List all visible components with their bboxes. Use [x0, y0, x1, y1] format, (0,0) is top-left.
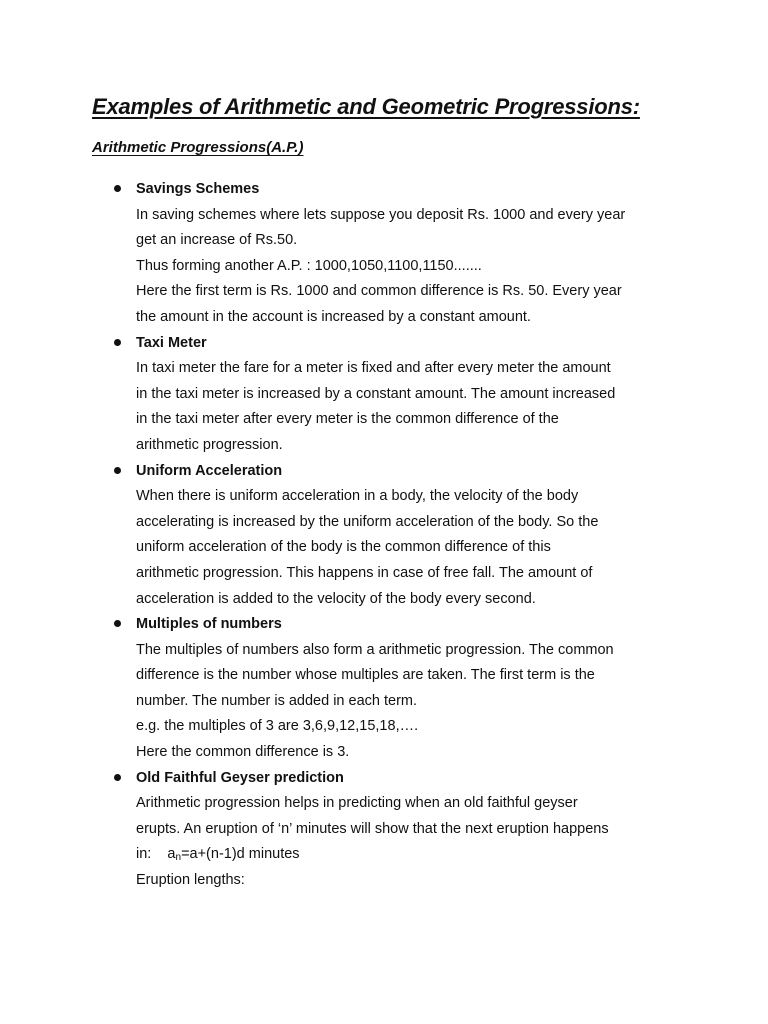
formula-line [136, 842, 768, 868]
item-heading: Savings Schemes [136, 181, 260, 197]
item-text-line: In taxi meter the fare for a meter is fixed and after every meter the amount [136, 360, 611, 377]
item-text-line: erupts. An eruption of ‘n’ minutes will show that the next eruption happens [136, 820, 609, 837]
item-text-line: uniform acceleration of the body is the common difference of this [136, 539, 551, 556]
item-heading: Taxi Meter [136, 334, 207, 351]
bullet-icon [114, 185, 121, 192]
item-text-line: get an increase of Rs.50. [136, 232, 298, 249]
document-title: Examples of Arithmetic and Geometric Progressions: [92, 94, 640, 119]
item-text-line: The multiples of numbers also form a arithmetic progression. The common [136, 641, 614, 658]
item-text-line: in the taxi meter after every meter is the common difference of the [136, 411, 559, 428]
item-text-line: When there is uniform acceleration in a body, the velocity of the body [136, 488, 579, 505]
bullet-icon [114, 467, 121, 474]
list-item-old-faithful-geyser [0, 766, 768, 894]
formula-prefix: in: a [136, 846, 176, 863]
item-text-line: difference is the number whose multiples are taken. The first term is the [136, 667, 595, 684]
list-item-multiples-of-numbers [0, 612, 768, 766]
formula-subscript: n [175, 852, 182, 864]
section-subtitle: Arithmetic Progressions(A.P.) [92, 139, 304, 156]
formula-suffix: =a+(n-1)d minutes [181, 846, 300, 863]
item-heading: Old Faithful Geyser prediction [136, 769, 344, 786]
item-text-line: In saving schemes where lets suppose you deposit Rs. 1000 and every year [136, 206, 626, 223]
item-heading: Uniform Acceleration [136, 462, 283, 479]
item-text-line: arithmetic progression. [136, 436, 283, 453]
item-text-line: e.g. the multiples of 3 are 3,6,9,12,15,18,…. [136, 718, 419, 735]
item-text-line: Here the common difference is 3. [136, 744, 350, 761]
bullet-icon [114, 774, 121, 781]
item-text-line: Here the first term is Rs. 1000 and common difference is Rs. 50. Every year [136, 283, 622, 300]
list-item-taxi-meter [0, 331, 768, 459]
item-text-line: in the taxi meter is increased by a constant amount. The amount increased [136, 385, 616, 402]
bullet-icon [114, 339, 121, 346]
item-text-line: the amount in the account is increased by a constant amount. [136, 308, 531, 325]
item-text-line: arithmetic progression. This happens in case of free fall. The amount of [136, 564, 593, 581]
item-heading: Multiples of numbers [136, 616, 282, 633]
item-text-line: accelerating is increased by the uniform acceleration of the body. So the [136, 513, 599, 530]
list-item-savings-schemes [0, 177, 768, 331]
list-item-uniform-acceleration [0, 459, 768, 613]
item-text-line: Arithmetic progression helps in predicting when an old faithful geyser [136, 795, 578, 812]
progression-examples-list [0, 177, 768, 894]
item-text-line: Thus forming another A.P. : 1000,1050,1100,1150....... [136, 257, 482, 274]
item-text-line: acceleration is added to the velocity of the body every second. [136, 590, 536, 607]
item-text-line: number. The number is added in each term. [136, 692, 418, 709]
item-text-line: Eruption lengths: [136, 872, 245, 889]
bullet-icon [114, 620, 121, 627]
